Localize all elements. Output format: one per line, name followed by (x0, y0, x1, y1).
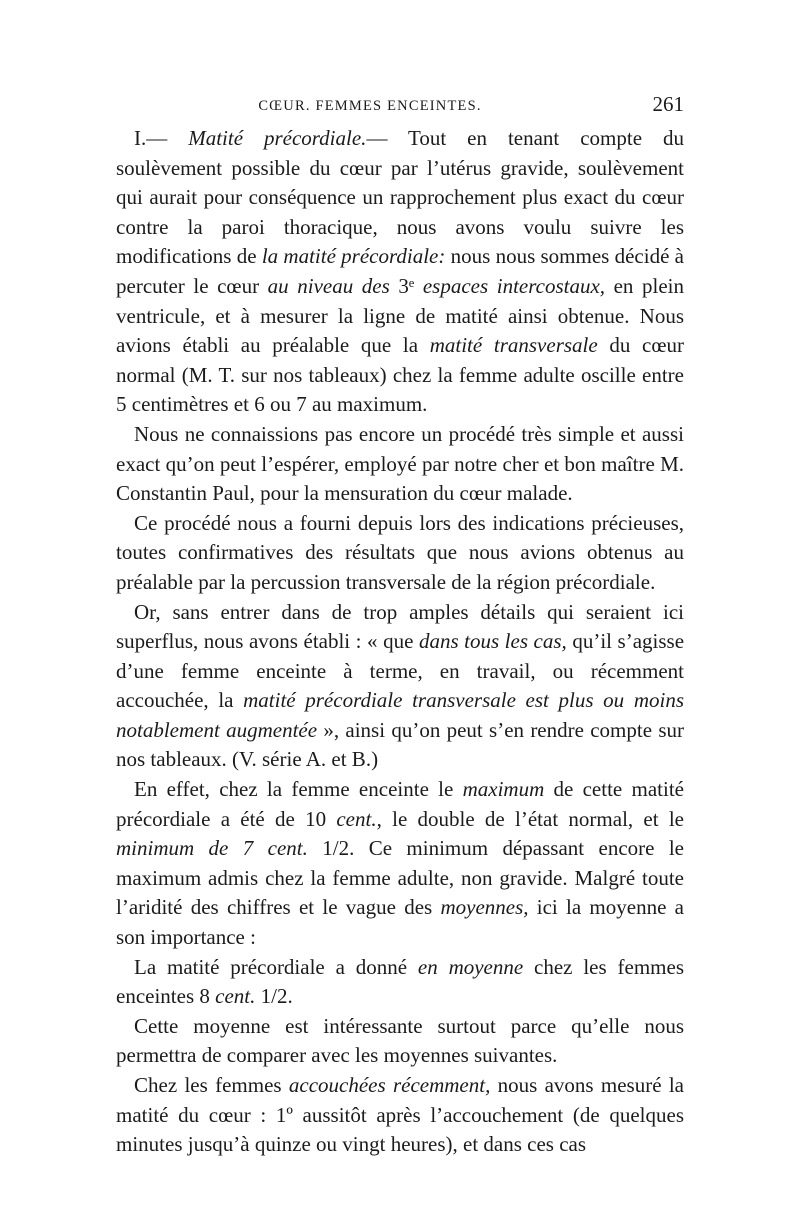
paragraph (116, 953, 684, 1012)
paragraph (116, 775, 684, 953)
italic-text: cent. (215, 984, 256, 1009)
text-run: en plein ventricule, et à mesurer la ligne de matité ainsi obtenue. Nous avions établi au préalable que la (116, 273, 685, 358)
text-run: I.— (134, 126, 189, 150)
italic-text: matité précordiale transversale est plus ou moins notablement augmentée (116, 688, 684, 742)
text-run: Cette moyenne est intéressante surtout parce qu’elle nous permettra de comparer avec les moyennes suivantes. (116, 1013, 684, 1068)
book-page (116, 94, 684, 1160)
text-run: Ce procédé nous a fourni depuis lors des indications précieuses, toutes confirmatives des résultats que nous avions obtenus au préalable par la percussion transversale de la région précordiale. (116, 510, 684, 594)
text-run: Or, sans entrer dans de trop amples détails qui seraient ici superflus, nous avons établi : « que (116, 599, 684, 654)
paragraph (116, 1071, 684, 1160)
running-head: CŒUR. FEMMES ENCEINTES. (258, 98, 482, 114)
italic-text: en moyenne (417, 954, 524, 979)
italic-text: la matité précordiale: (261, 244, 446, 269)
page-number: 261 (652, 92, 684, 116)
text-run: ici la moyenne a son importance : (116, 895, 684, 950)
text-run: Chez les femmes (134, 1073, 289, 1097)
paragraph (116, 598, 684, 776)
text-run: La matité précordiale a donné (134, 954, 418, 979)
italic-text: minimum de 7 cent. (116, 836, 308, 861)
italic-text: espaces intercostaux, (422, 273, 606, 298)
italic-text: accouchées récemment, (288, 1073, 491, 1097)
text-run: Nous ne connaissions pas encore un procédé très simple et aussi exact qu’on peut l’espérer, employé par notre cher et bon maître M. Constantin Paul, pour la mensuration du cœur malade. (116, 421, 684, 506)
italic-text: dans tous les cas, (418, 629, 567, 654)
text-run: En effet, chez la femme enceinte le (134, 777, 463, 802)
text-run: qu’il s’agisse d’une femme enceinte à terme, en travail, ou récemment accouchée, la (116, 629, 685, 713)
text-run: — Tout en tenant compte du soulèvement possible du cœur par l’utérus gravide, soulèvement qui aurait pour conséquence un rapprochement plus exact du cœur contre la paroi thoracique, nous avons voulu suivre les modifications de (116, 126, 684, 269)
italic-text: maximum (462, 777, 545, 802)
paragraph (116, 420, 684, 509)
italic-text: cent. (336, 806, 377, 831)
text-run: de cette matité précordiale a été de 10 (116, 777, 684, 831)
paragraph (116, 1012, 684, 1071)
text-run: 1/2. Ce minimum dépassant encore le maximum admis chez la femme adulte, non gravide. Malgré toute l’aridité des chiffres et le vague des (116, 836, 684, 920)
paragraph (116, 509, 684, 598)
body-text (116, 124, 684, 1160)
text-run: nous avons mesuré la matité du cœur : 1º aussitôt après l’accouchement (de quelques minutes jusqu’à quinze ou vingt heures), et dans ces cas (116, 1073, 685, 1157)
italic-text: Matité précordiale. (188, 126, 367, 150)
text-run: », ainsi qu’on peut s’en rendre compte sur nos tableaux. (V. série A. et B.) (116, 717, 684, 772)
paragraph (116, 124, 684, 420)
italic-text: moyennes, (440, 895, 529, 920)
page-header (116, 94, 684, 124)
text-run: 1/2. (255, 984, 293, 1009)
text-run: 3ᵉ (389, 273, 423, 298)
italic-text: matité transversale (429, 333, 598, 358)
text-run: nous nous sommes décidé à percuter le cœur (116, 244, 684, 298)
text-run: chez les femmes enceintes 8 (116, 954, 684, 1009)
italic-text: au niveau des (267, 273, 390, 298)
text-run: du cœur normal (M. T. sur nos tableaux) chez la femme adulte oscille entre 5 centimètres et 6 ou 7 au maximum. (116, 333, 685, 417)
text-run: , le double de l’état normal, et le (376, 806, 684, 831)
